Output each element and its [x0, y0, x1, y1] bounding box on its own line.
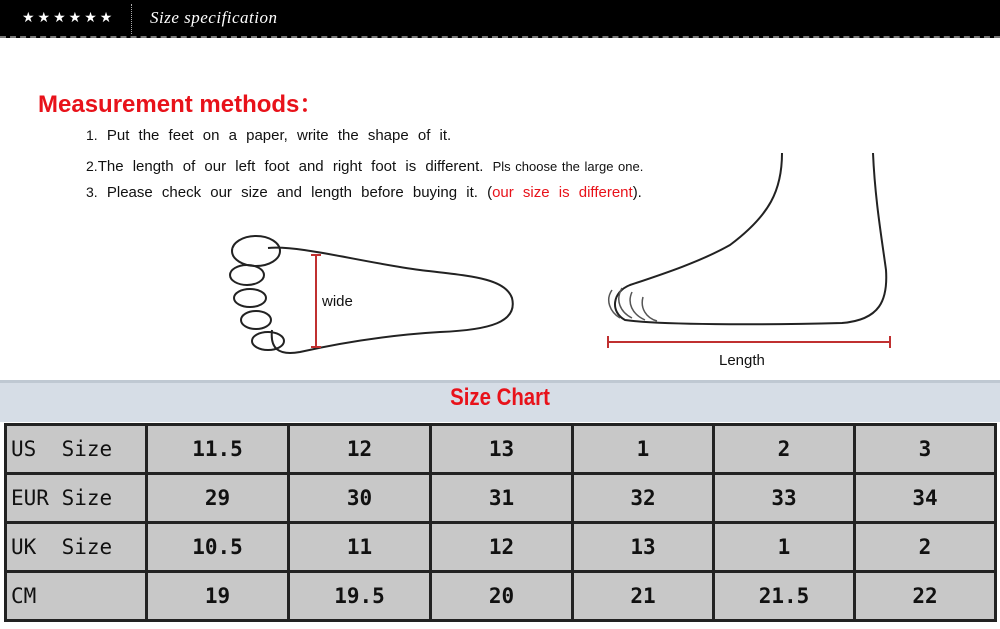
table-cell: 32	[573, 474, 714, 523]
table-cell: 1	[573, 425, 714, 474]
table-cell: 20	[431, 572, 573, 621]
row-label: CM	[6, 572, 147, 621]
instruction-2-text: The length of our left foot and right foot is different.	[97, 158, 484, 175]
divider	[131, 4, 132, 34]
instruction-3-end: ).	[632, 184, 642, 201]
size-chart-table	[4, 423, 997, 622]
foot-sole-outline	[268, 248, 513, 353]
instruction-2-number: 2.	[86, 158, 98, 174]
width-label: wide	[322, 293, 353, 310]
star-decoration-icon: ★★★★★★	[22, 10, 116, 26]
toe-5	[252, 332, 284, 350]
instruction-3-warning: our size is different	[492, 184, 633, 201]
top-banner	[0, 0, 1000, 38]
table-cell: 33	[714, 474, 855, 523]
section-title: Size specification	[150, 8, 278, 27]
foot-diagram	[0, 150, 1000, 380]
table-cell: 21	[573, 572, 714, 621]
instruction-1-text: Put the feet on a paper, write the shape of it.	[106, 127, 452, 144]
instruction-1-number: 1.	[86, 127, 98, 143]
table-cell: 1	[714, 523, 855, 572]
toe-4	[241, 311, 271, 329]
measurement-title: Measurement methods：	[38, 91, 324, 118]
table-cell: 2	[714, 425, 855, 474]
table-cell: 11.5	[147, 425, 289, 474]
table-row-uk	[6, 523, 996, 572]
table-row-cm	[6, 572, 996, 621]
length-label: Length	[719, 352, 765, 369]
instruction-3-number: 3.	[86, 184, 98, 200]
table-cell: 34	[855, 474, 996, 523]
table-row-us	[6, 425, 996, 474]
table-cell: 3	[855, 425, 996, 474]
table-row-eur	[6, 474, 996, 523]
table-cell: 13	[573, 523, 714, 572]
toe-3	[234, 289, 266, 307]
table-cell: 31	[431, 474, 573, 523]
size-chart-title: Size Chart	[450, 384, 550, 411]
instruction-2-note: Pls choose the large one.	[492, 159, 644, 174]
table-cell: 13	[431, 425, 573, 474]
table-cell: 10.5	[147, 523, 289, 572]
instruction-1	[86, 127, 451, 144]
table-cell: 11	[289, 523, 431, 572]
table-cell: 2	[855, 523, 996, 572]
table-cell: 12	[289, 425, 431, 474]
table-cell: 30	[289, 474, 431, 523]
table-cell: 29	[147, 474, 289, 523]
row-label: EUR Size	[6, 474, 147, 523]
table-cell: 22	[855, 572, 996, 621]
table-cell: 19	[147, 572, 289, 621]
toe-1	[232, 236, 280, 266]
toe-2	[230, 265, 264, 285]
row-label: US Size	[6, 425, 147, 474]
row-label: UK Size	[6, 523, 147, 572]
table-cell: 19.5	[289, 572, 431, 621]
table-cell: 12	[431, 523, 573, 572]
instruction-3-text: Please check our size and length before buying it. (	[106, 184, 493, 201]
table-cell: 21.5	[714, 572, 855, 621]
side-foot-outline	[615, 153, 886, 324]
side-foot-toes	[609, 288, 657, 321]
